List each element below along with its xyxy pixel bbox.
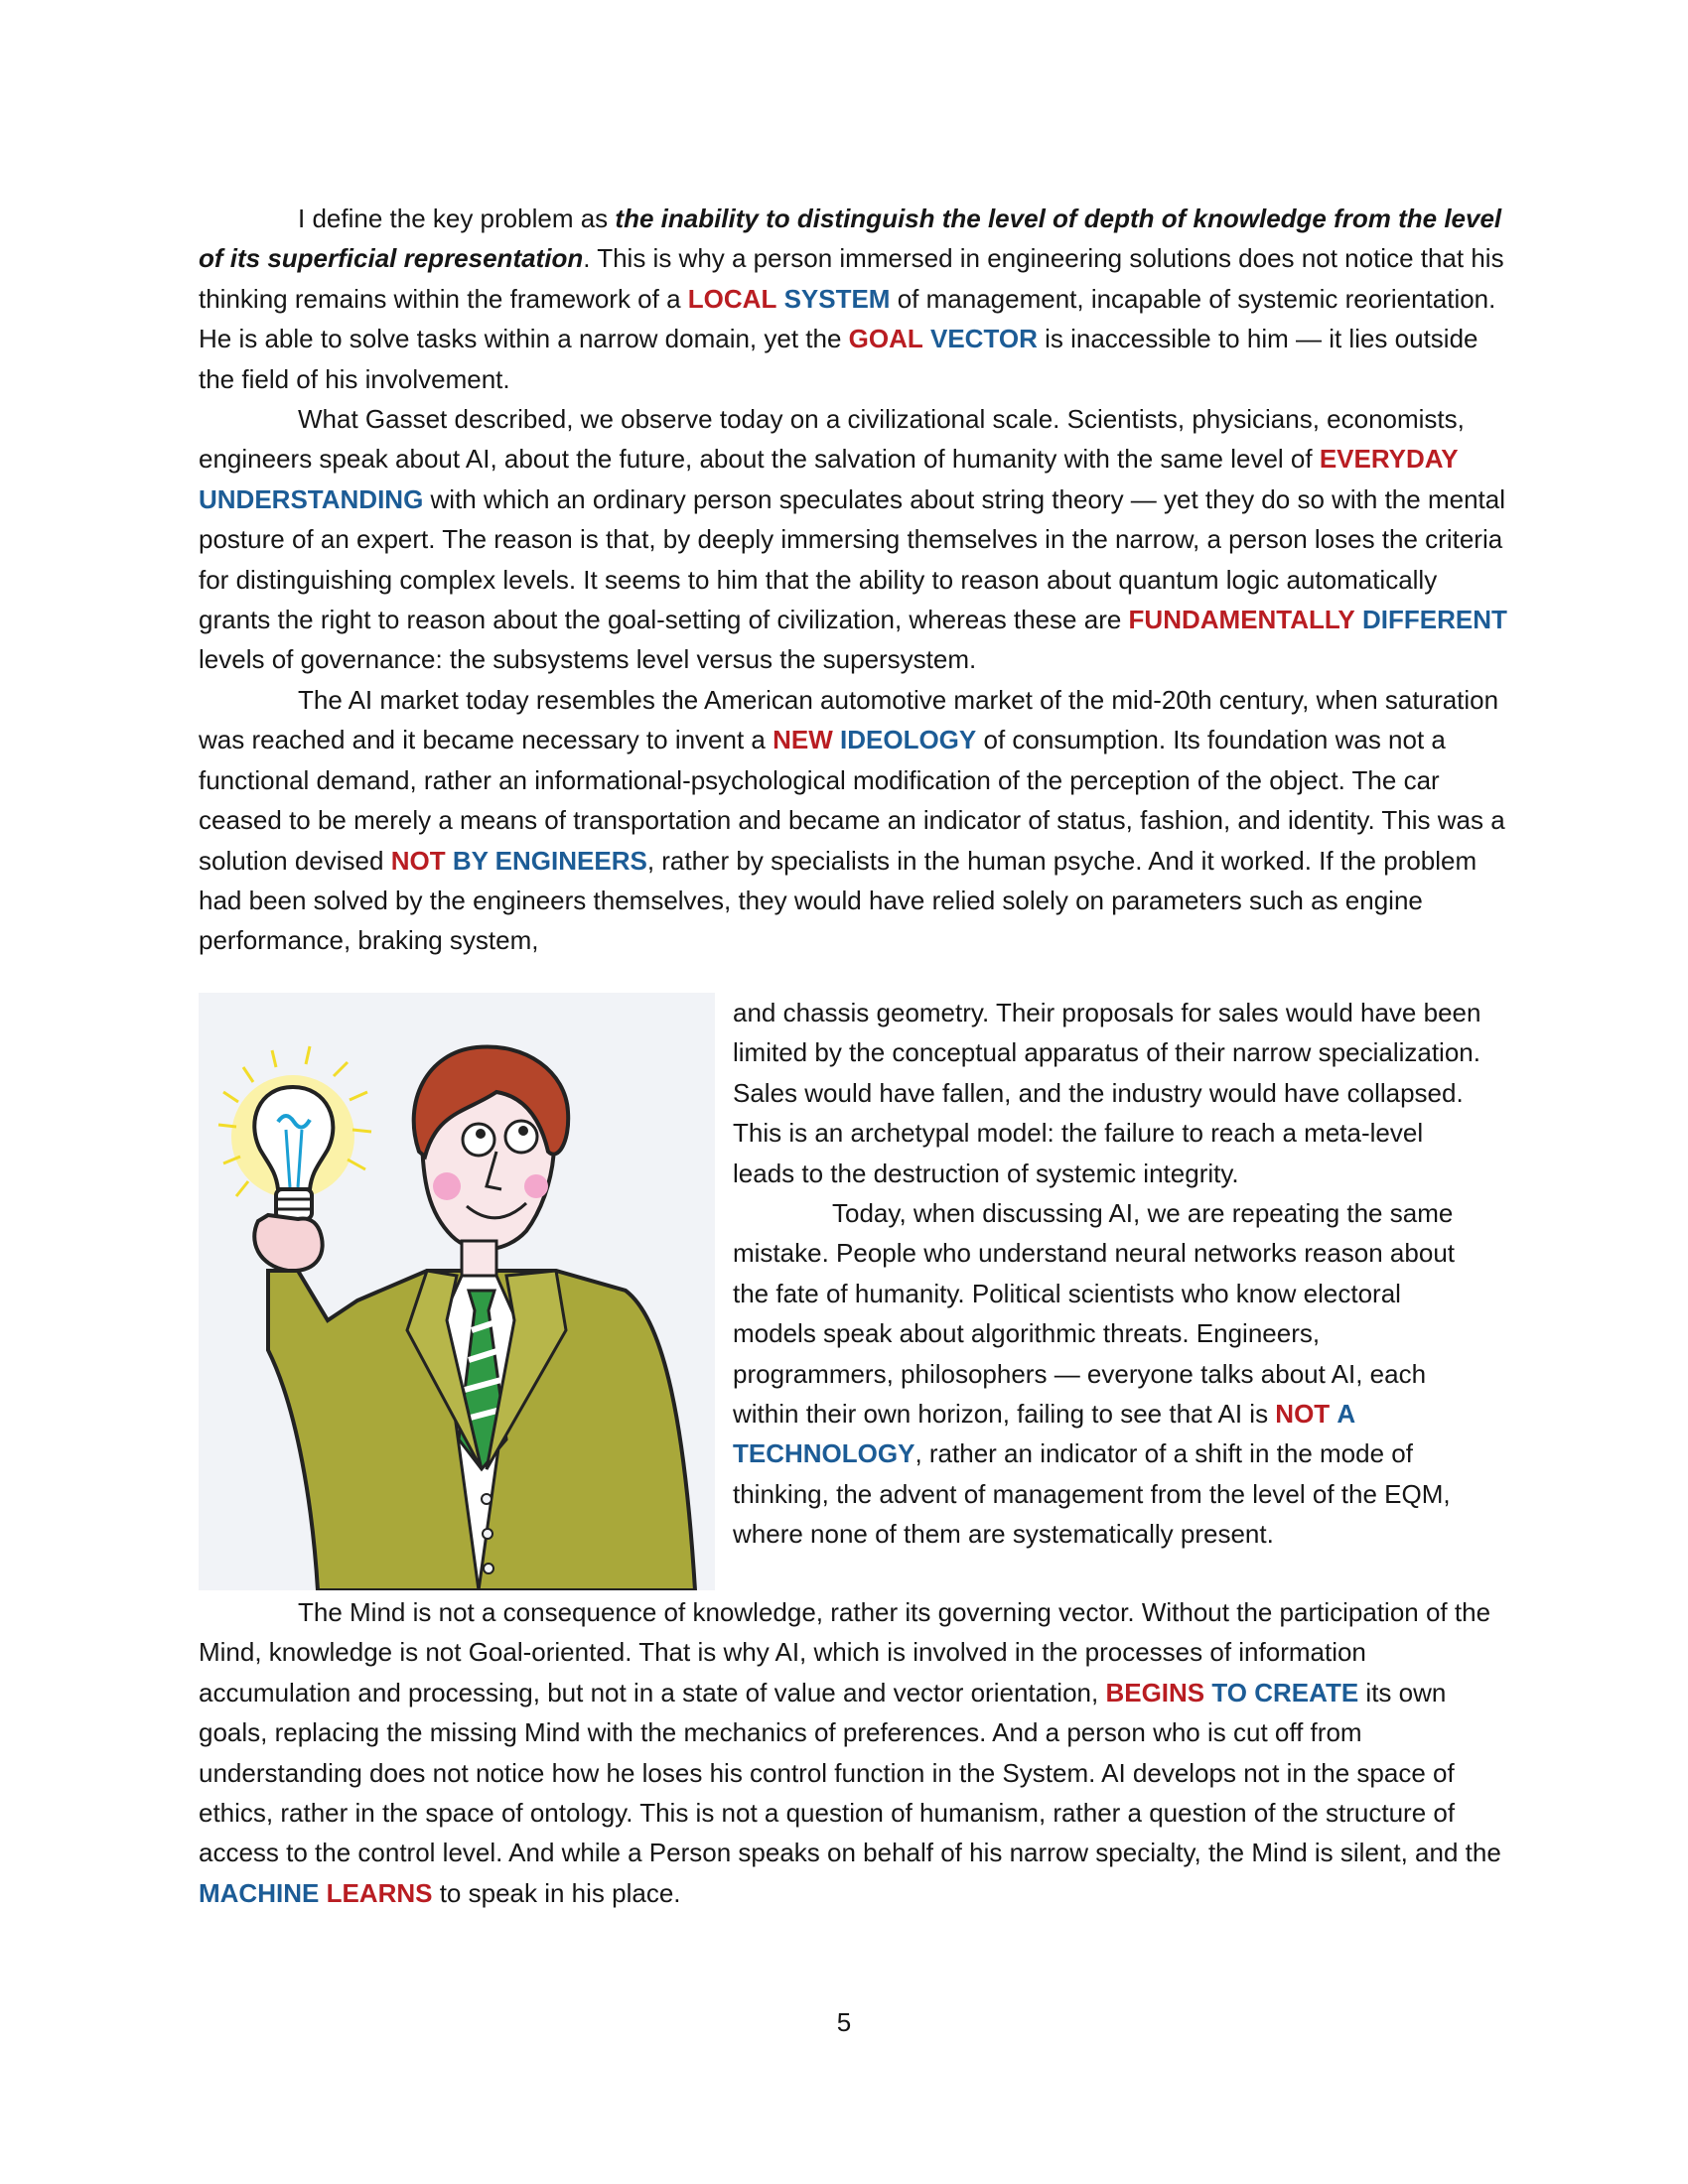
para4-text: , rather an indicator of a shift in the mode of thinking, the advent of management from the level of the EQM, where none of them are systematically present. <box>733 1438 1451 1550</box>
text-block-top <box>199 199 1509 961</box>
page-number: 5 <box>836 2007 852 2037</box>
para5-text: to speak in his place. <box>432 1877 681 1908</box>
para1-text: I define the key problem as <box>298 204 616 233</box>
keyword-blue: TO CREATE <box>1211 1677 1359 1707</box>
keyword-red: BEGINS <box>1105 1677 1205 1707</box>
para1-emphasis: the inability to distinguish the level of depth of knowledge from the level of its superficial representation <box>199 204 1502 274</box>
neck <box>462 1241 496 1276</box>
keyword-red: NOT <box>1275 1399 1331 1430</box>
keyword-red: LEARNS <box>326 1877 433 1908</box>
keyword-blue: BY ENGINEERS <box>452 845 647 876</box>
keyword-blue: A TECHNOLOGY <box>733 1399 1355 1469</box>
keyword-blue: IDEOLOGY <box>840 725 977 755</box>
keyword-red: NEW <box>773 725 833 755</box>
keyword-blue: UNDERSTANDING <box>199 483 424 514</box>
para3-text: of consumption. Its foundation was not a functional demand, rather an informational-psychological modification of the perception of the object. The car ceased to be merely a means of transportation and became an indicator of status, fashion, and identity. This was a solution devised <box>199 725 1505 876</box>
keyword-red: NOT <box>390 845 446 876</box>
para1-text: is inaccessible to him — it lies outside the field of his involvement. <box>199 324 1478 394</box>
keyword-red: FUNDAMENTALLY <box>1128 605 1355 635</box>
para1-text: . This is why a person immersed in engineering solutions does not notice that his thinking remains within the framework of a <box>199 243 1504 314</box>
para3-text: and chassis geometry. Their proposals for sales would have been limited by the conceptual apparatus of their narrow specialization. Sales would have fallen, and the industry would have collapsed. This is an archetypal model: the failure to reach a meta-level leads to the destruction of systemic integrity. <box>733 998 1481 1188</box>
keyword-red: GOAL <box>848 324 923 354</box>
para2-text: levels of governance: the subsystems level versus the supersystem. <box>199 644 977 675</box>
hand <box>254 1215 322 1271</box>
keyword-red: LOCAL <box>687 283 777 314</box>
man-with-lightbulb-illustration <box>199 993 715 1590</box>
keyword-blue: DIFFERENT <box>1362 605 1507 635</box>
keyword-blue: SYSTEM <box>783 283 891 314</box>
keyword-blue: VECTOR <box>930 324 1038 354</box>
para3-text: , rather by specialists in the human psyche. And it worked. If the problem had been solved by the engineers themselves, they would have relied solely on parameters such as engine performance, braking system, <box>199 845 1477 956</box>
text-block-bottom <box>199 1592 1509 1913</box>
text-block-right <box>733 993 1487 1555</box>
para5-text: its own goals, replacing the missing Mind with the mechanics of preferences. And a person who is cut off from understanding does not notice how he loses his control function in the System. AI develops not in the space of ethics, rather in the space of ontology. This is not a question of humanism, rather a question of the structure of access to the control level. And while a Person speaks on behalf of his narrow specialty, the Mind is silent, and the <box>199 1677 1501 1868</box>
keyword-red: EVERYDAY <box>1319 444 1459 475</box>
para3-text: The AI market today resembles the American automotive market of the mid-20th century, when saturation was reached and it became necessary to invent a <box>199 684 1499 755</box>
para2-text: with which an ordinary person speculates about string theory — yet they do so with the mental posture of an expert. The reason is that, by deeply immersing themselves in the narrow, a person loses the criteria for distinguishing complex levels. It seems to him that the ability to reason about quantum logic automatically grants the right to reason about the goal-setting of civilization, whereas these are <box>199 483 1505 635</box>
keyword-blue: MACHINE <box>199 1877 320 1908</box>
para4-text: Today, when discussing AI, we are repeating the same mistake. People who understand neural networks reason about the fate of humanity. Political scientists who know electoral models speak about algorithmic threats. Engineers, programmers, philosophers — everyone talks about AI, each within their own horizon, failing to see that AI is <box>733 1198 1455 1430</box>
illustration <box>199 993 715 1590</box>
para2-text: What Gasset described, we observe today on a civilizational scale. Scientists, physicians, economists, engineers speak about AI, about the future, about the salvation of humanity with the same level of <box>199 404 1465 475</box>
para5-text: The Mind is not a consequence of knowledge, rather its governing vector. Without the participation of the Mind, knowledge is not Goal-oriented. That is why AI, which is involved in the processes of information accumulation and processing, but not in a state of value and vector orientation, <box>199 1597 1491 1707</box>
para1-text: of management, incapable of systemic reorientation. He is able to solve tasks within a narrow domain, yet the <box>199 283 1496 354</box>
